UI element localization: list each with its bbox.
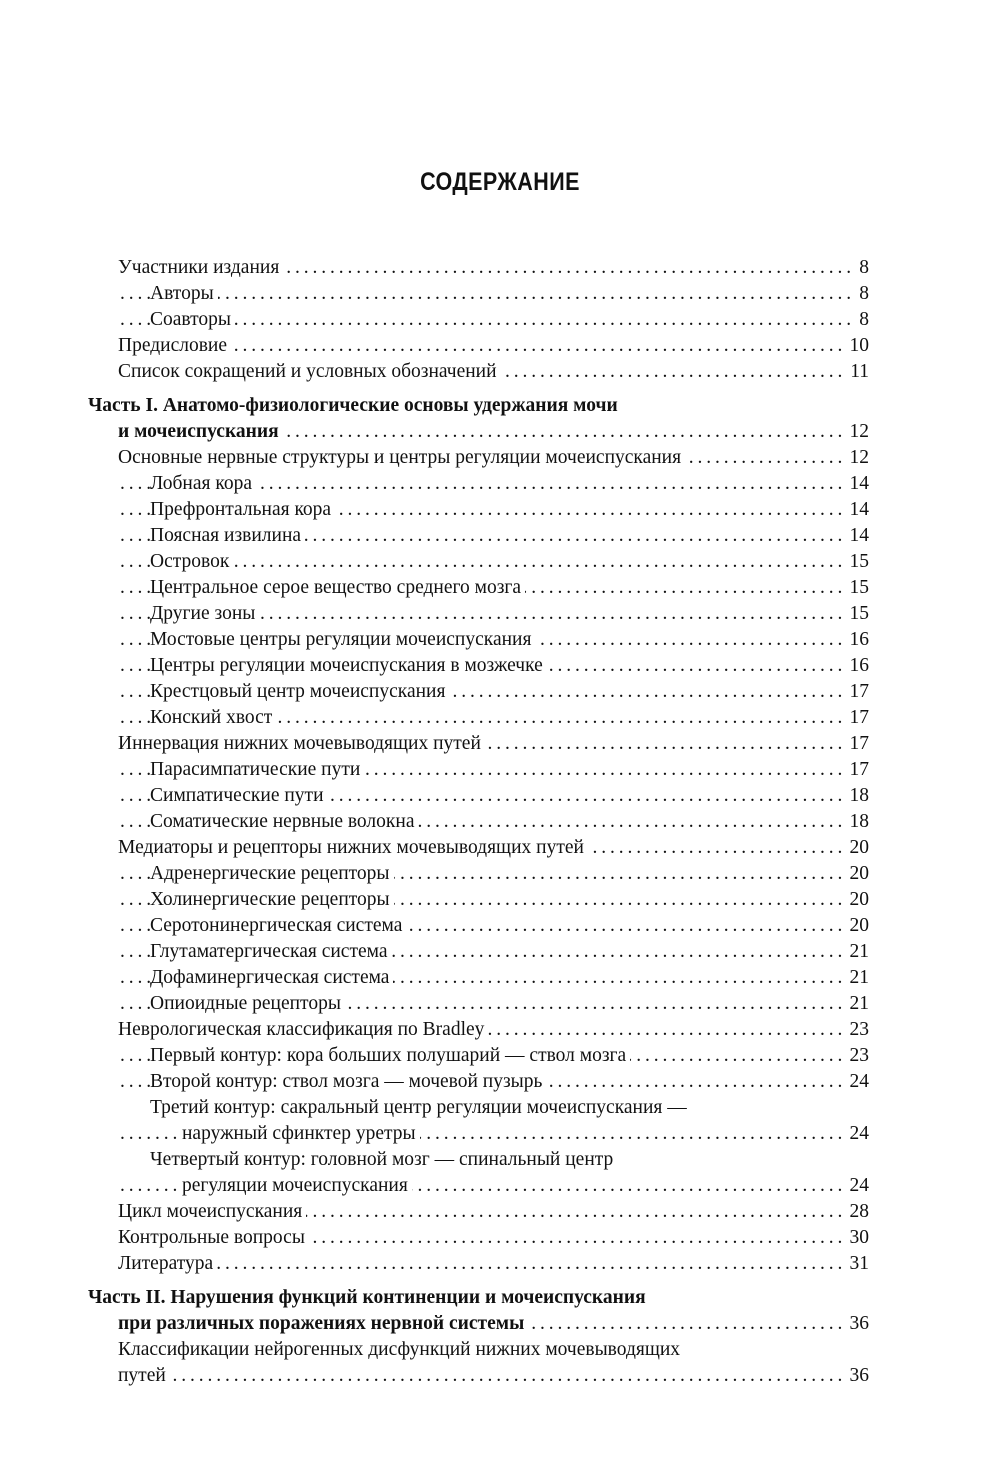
toc-entry-page-number: 23 [847, 1043, 870, 1069]
toc-entry[interactable] [0, 549, 1000, 575]
toc-entry[interactable] [0, 783, 1000, 809]
toc-entry-title: регуляции мочеиспускания [182, 1173, 412, 1199]
toc-entry-title: Другие зоны [150, 601, 259, 627]
section-gap [0, 385, 1000, 393]
toc-entry-title: Лобная кора [150, 471, 256, 497]
toc-entry-page-number: 21 [847, 991, 870, 1017]
page-title: СОДЕРЖАНИЕ [420, 168, 580, 196]
toc-entry[interactable] [0, 679, 1000, 705]
toc-entry[interactable] [0, 359, 1000, 385]
toc-entry-page-number: 17 [847, 757, 870, 783]
toc-entry-page-number: 12 [847, 419, 870, 445]
toc-entry-title: путей [118, 1363, 170, 1389]
toc-entry-title: и мочеиспускания [118, 419, 283, 445]
toc-entry-title: Дофаминергическая система [150, 965, 393, 991]
toc-entry-title: Четвертый контур: головной мозг — спинальный центр [150, 1147, 617, 1173]
toc-entry[interactable] [0, 1337, 1000, 1363]
toc-entry[interactable] [0, 1363, 1000, 1389]
toc-entry-page-number: 14 [847, 471, 870, 497]
toc-entry-page-number: 12 [847, 445, 870, 471]
toc-entry[interactable] [0, 1147, 1000, 1173]
toc-entry[interactable] [0, 419, 1000, 445]
toc-entry-title: наружный сфинктер уретры [182, 1121, 420, 1147]
toc-entry[interactable] [0, 731, 1000, 757]
toc-entry-page-number: 31 [847, 1251, 870, 1277]
toc-entry[interactable] [0, 991, 1000, 1017]
toc-entry-page-number: 36 [847, 1363, 870, 1389]
toc-entry-title: Холинергические рецепторы [150, 887, 394, 913]
toc-entry[interactable] [0, 1285, 1000, 1311]
toc-entry-page-number: 15 [847, 601, 870, 627]
toc-entry-page-number: 8 [856, 307, 869, 333]
table-of-contents [0, 255, 1000, 1389]
toc-entry[interactable] [0, 887, 1000, 913]
dot-leader [120, 1251, 865, 1277]
toc-entry[interactable] [0, 575, 1000, 601]
toc-entry-page-number: 24 [847, 1069, 870, 1095]
toc-entry-title: Участники издания [118, 255, 283, 281]
toc-entry-page-number: 16 [847, 653, 870, 679]
toc-entry[interactable] [0, 1173, 1000, 1199]
section-gap [0, 1277, 1000, 1285]
toc-entry[interactable] [0, 471, 1000, 497]
toc-entry-page-number: 18 [847, 809, 870, 835]
toc-entry-title: Литература [118, 1251, 217, 1277]
toc-entry[interactable] [0, 307, 1000, 333]
toc-entry-title: Центры регуляции мочеиспускания в мозжечке [150, 653, 547, 679]
toc-entry-title: Неврологическая классификация по Bradley [118, 1017, 488, 1043]
toc-entry-page-number: 17 [847, 731, 870, 757]
toc-entry[interactable] [0, 757, 1000, 783]
toc-entry[interactable] [0, 1311, 1000, 1337]
toc-entry-page-number: 8 [856, 281, 869, 307]
toc-entry-page-number: 17 [847, 679, 870, 705]
toc-entry-page-number: 24 [847, 1121, 870, 1147]
toc-entry[interactable] [0, 835, 1000, 861]
toc-entry-title: Адренергические рецепторы [150, 861, 394, 887]
toc-entry-title: Авторы [150, 281, 218, 307]
dot-leader [120, 333, 865, 359]
toc-entry-title: Основные нервные структуры и центры регуляции мочеиспускания [118, 445, 685, 471]
toc-entry-title: Островок [150, 549, 233, 575]
toc-entry-title: Медиаторы и рецепторы нижних мочевыводящих путей [118, 835, 588, 861]
toc-entry[interactable] [0, 281, 1000, 307]
toc-entry-page-number: 15 [847, 549, 870, 575]
toc-entry-title: Третий контур: сакральный центр регуляции мочеиспускания — [150, 1095, 691, 1121]
toc-entry-page-number: 16 [847, 627, 870, 653]
toc-entry-title: Контрольные вопросы [118, 1225, 309, 1251]
toc-entry-page-number: 24 [847, 1173, 870, 1199]
toc-entry-page-number: 21 [847, 939, 870, 965]
toc-entry-page-number: 14 [847, 523, 870, 549]
toc-entry-page-number: 14 [847, 497, 870, 523]
toc-entry-page-number: 10 [847, 333, 870, 359]
toc-entry-title: Парасимпатические пути [150, 757, 364, 783]
toc-entry-page-number: 21 [847, 965, 870, 991]
toc-entry[interactable] [0, 809, 1000, 835]
toc-entry[interactable] [0, 601, 1000, 627]
toc-entry-title: Соматические нервные волокна [150, 809, 418, 835]
toc-entry-title: Опиоидные рецепторы [150, 991, 345, 1017]
toc-entry-title: Крестцовый центр мочеиспускания [150, 679, 449, 705]
toc-entry-title: Центральное серое вещество среднего мозга [150, 575, 525, 601]
toc-entry-page-number: 11 [847, 359, 869, 385]
toc-entry[interactable] [0, 393, 1000, 419]
toc-entry-title: Конский хвост [150, 705, 276, 731]
toc-entry-page-number: 20 [847, 835, 870, 861]
toc-entry[interactable] [0, 333, 1000, 359]
toc-entry[interactable] [0, 1043, 1000, 1069]
toc-entry-title: при различных поражениях нервной системы [118, 1311, 528, 1337]
toc-entry[interactable] [0, 627, 1000, 653]
toc-entry-title: Цикл мочеиспускания [118, 1199, 306, 1225]
toc-entry[interactable] [0, 1199, 1000, 1225]
toc-entry-title: Предисловие [118, 333, 231, 359]
toc-entry[interactable] [0, 255, 1000, 281]
toc-entry[interactable] [0, 705, 1000, 731]
toc-entry-title: Префронтальная кора [150, 497, 335, 523]
toc-entry-title: Симпатические пути [150, 783, 328, 809]
toc-entry[interactable] [0, 1017, 1000, 1043]
toc-entry-title: Мостовые центры регуляции мочеиспускания [150, 627, 535, 653]
toc-entry-page-number: 20 [847, 913, 870, 939]
toc-entry[interactable] [0, 1069, 1000, 1095]
toc-entry-page-number: 18 [847, 783, 870, 809]
toc-entry[interactable] [0, 523, 1000, 549]
toc-entry-title: Классификации нейрогенных дисфункций нижних мочевыводящих [118, 1337, 684, 1363]
toc-entry-page-number: 23 [847, 1017, 870, 1043]
toc-entry-page-number: 28 [847, 1199, 870, 1225]
toc-entry[interactable] [0, 1095, 1000, 1121]
toc-entry[interactable] [0, 939, 1000, 965]
toc-entry-title: Список сокращений и условных обозначений [118, 359, 501, 385]
toc-entry-page-number: 30 [847, 1225, 870, 1251]
dot-leader [120, 1363, 865, 1389]
toc-entry[interactable] [0, 1121, 1000, 1147]
toc-entry-page-number: 20 [847, 861, 870, 887]
toc-entry-page-number: 15 [847, 575, 870, 601]
toc-entry[interactable] [0, 445, 1000, 471]
toc-entry[interactable] [0, 861, 1000, 887]
toc-entry[interactable] [0, 1225, 1000, 1251]
toc-entry-title: Иннервация нижних мочевыводящих путей [118, 731, 485, 757]
toc-entry-page-number: 8 [856, 255, 869, 281]
toc-entry-title: Поясная извилина [150, 523, 305, 549]
toc-entry-page-number: 20 [847, 887, 870, 913]
toc-entry-title: Часть I. Анатомо-физиологические основы удержания мочи [88, 393, 622, 419]
toc-entry-title: Второй контур: ствол мозга — мочевой пузырь [150, 1069, 546, 1095]
toc-entry[interactable] [0, 965, 1000, 991]
toc-entry[interactable] [0, 653, 1000, 679]
toc-entry[interactable] [0, 497, 1000, 523]
toc-entry[interactable] [0, 913, 1000, 939]
toc-entry-page-number: 17 [847, 705, 870, 731]
toc-entry-title: Часть II. Нарушения функций континенции и мочеиспускания [88, 1285, 650, 1311]
toc-entry-title: Соавторы [150, 307, 235, 333]
toc-entry-page-number: 36 [847, 1311, 870, 1337]
dot-leader [120, 281, 865, 307]
toc-entry-title: Первый контур: кора больших полушарий — ствол мозга [150, 1043, 630, 1069]
toc-entry[interactable] [0, 1251, 1000, 1277]
toc-entry-title: Серотонинергическая система [150, 913, 406, 939]
toc-entry-title: Глутаматергическая система [150, 939, 392, 965]
